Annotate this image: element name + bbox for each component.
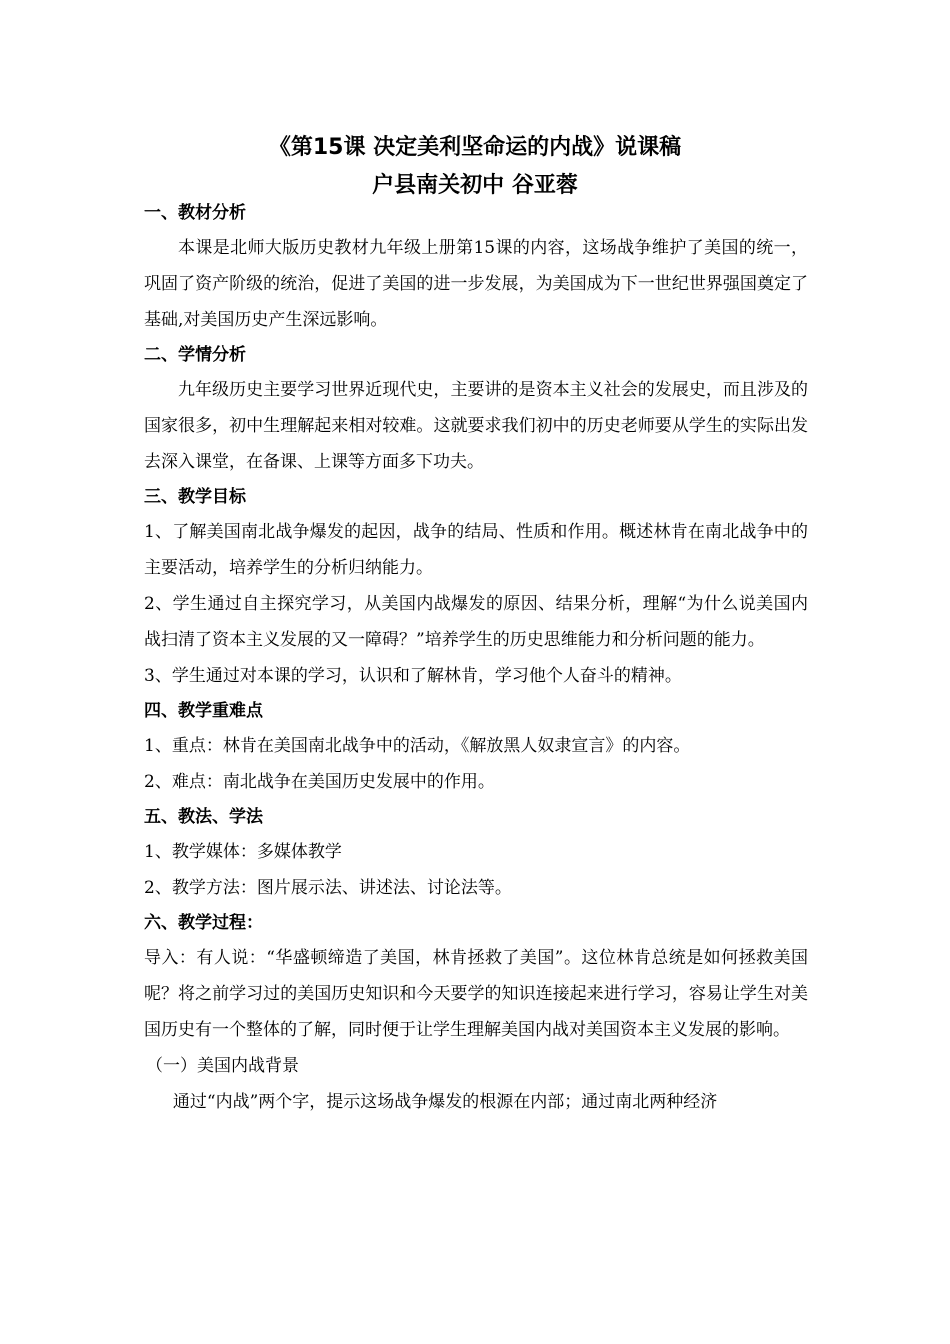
author-line: 户县南关初中 谷亚蓉 [372,173,578,198]
section-heading-students: 二、学情分析 [144,345,246,365]
paragraph: 通过“内战”两个字，提示这场战争爆发的根源在内部；通过南北两种经济 [172,1092,718,1112]
list-item: 2、难点：南北战争在美国历史发展中的作用。 [144,772,495,792]
list-item: 1、教学媒体：多媒体教学 [144,842,342,862]
paragraph: 本课是北师大版历史教材九年级上册第15课的内容，这场战争维护了美国的统一，巩固了资产阶级的统治，促进了美国的进一步发展，为美国成为下一世纪世界强国奠定了基础,对美国历史产生深远影响。 [144,238,808,330]
section-heading-analysis: 一、教材分析 [144,203,246,223]
subsection-heading: （一）美国内战背景 [146,1056,299,1076]
list-item: 1、重点：林肯在美国南北战争中的活动，《解放黑人奴隶宣言》的内容。 [144,736,691,756]
section-heading-methods: 五、教法、学法 [144,807,263,827]
paragraph: 九年级历史主要学习世界近现代史，主要讲的是资本主义社会的发展史，而且涉及的国家很多，初中生理解起来相对较难。这就要求我们初中的历史老师要从学生的实际出发去深入课堂，在备课、上课等方面多下功夫。 [144,380,808,472]
section-heading-process: 六、教学过程： [144,913,263,933]
document-title: 《第15课 决定美利坚命运的内战》说课稿 [268,135,682,160]
list-item: 3、学生通过对本课的学习，认识和了解林肯，学习他个人奋斗的精神。 [144,666,682,686]
list-item: 1、了解美国南北战争爆发的起因，战争的结局、性质和作用。概述林肯在南北战争中的主要活动，培养学生的分析归纳能力。 [144,522,808,578]
section-heading-objectives: 三、教学目标 [144,487,246,507]
section-heading-key-points: 四、教学重难点 [144,701,263,721]
paragraph: 导入：有人说：“华盛顿缔造了美国，林肯拯救了美国”。这位林肯总统是如何拯救美国呢？将之前学习过的美国历史知识和今天要学的知识连接起来进行学习，容易让学生对美国历史有一个整体的了解，同时便于让学生理解美国内战对美国资本主义发展的影响。 [144,948,808,1040]
list-item: 2、学生通过自主探究学习，从美国内战爆发的原因、结果分析，理解“为什么说美国内战扫清了资本主义发展的又一障碍？”培养学生的历史思维能力和分析问题的能力。 [144,594,808,650]
document-body [144,196,808,1120]
list-item: 2、教学方法：图片展示法、讲述法、讨论法等。 [144,878,512,898]
